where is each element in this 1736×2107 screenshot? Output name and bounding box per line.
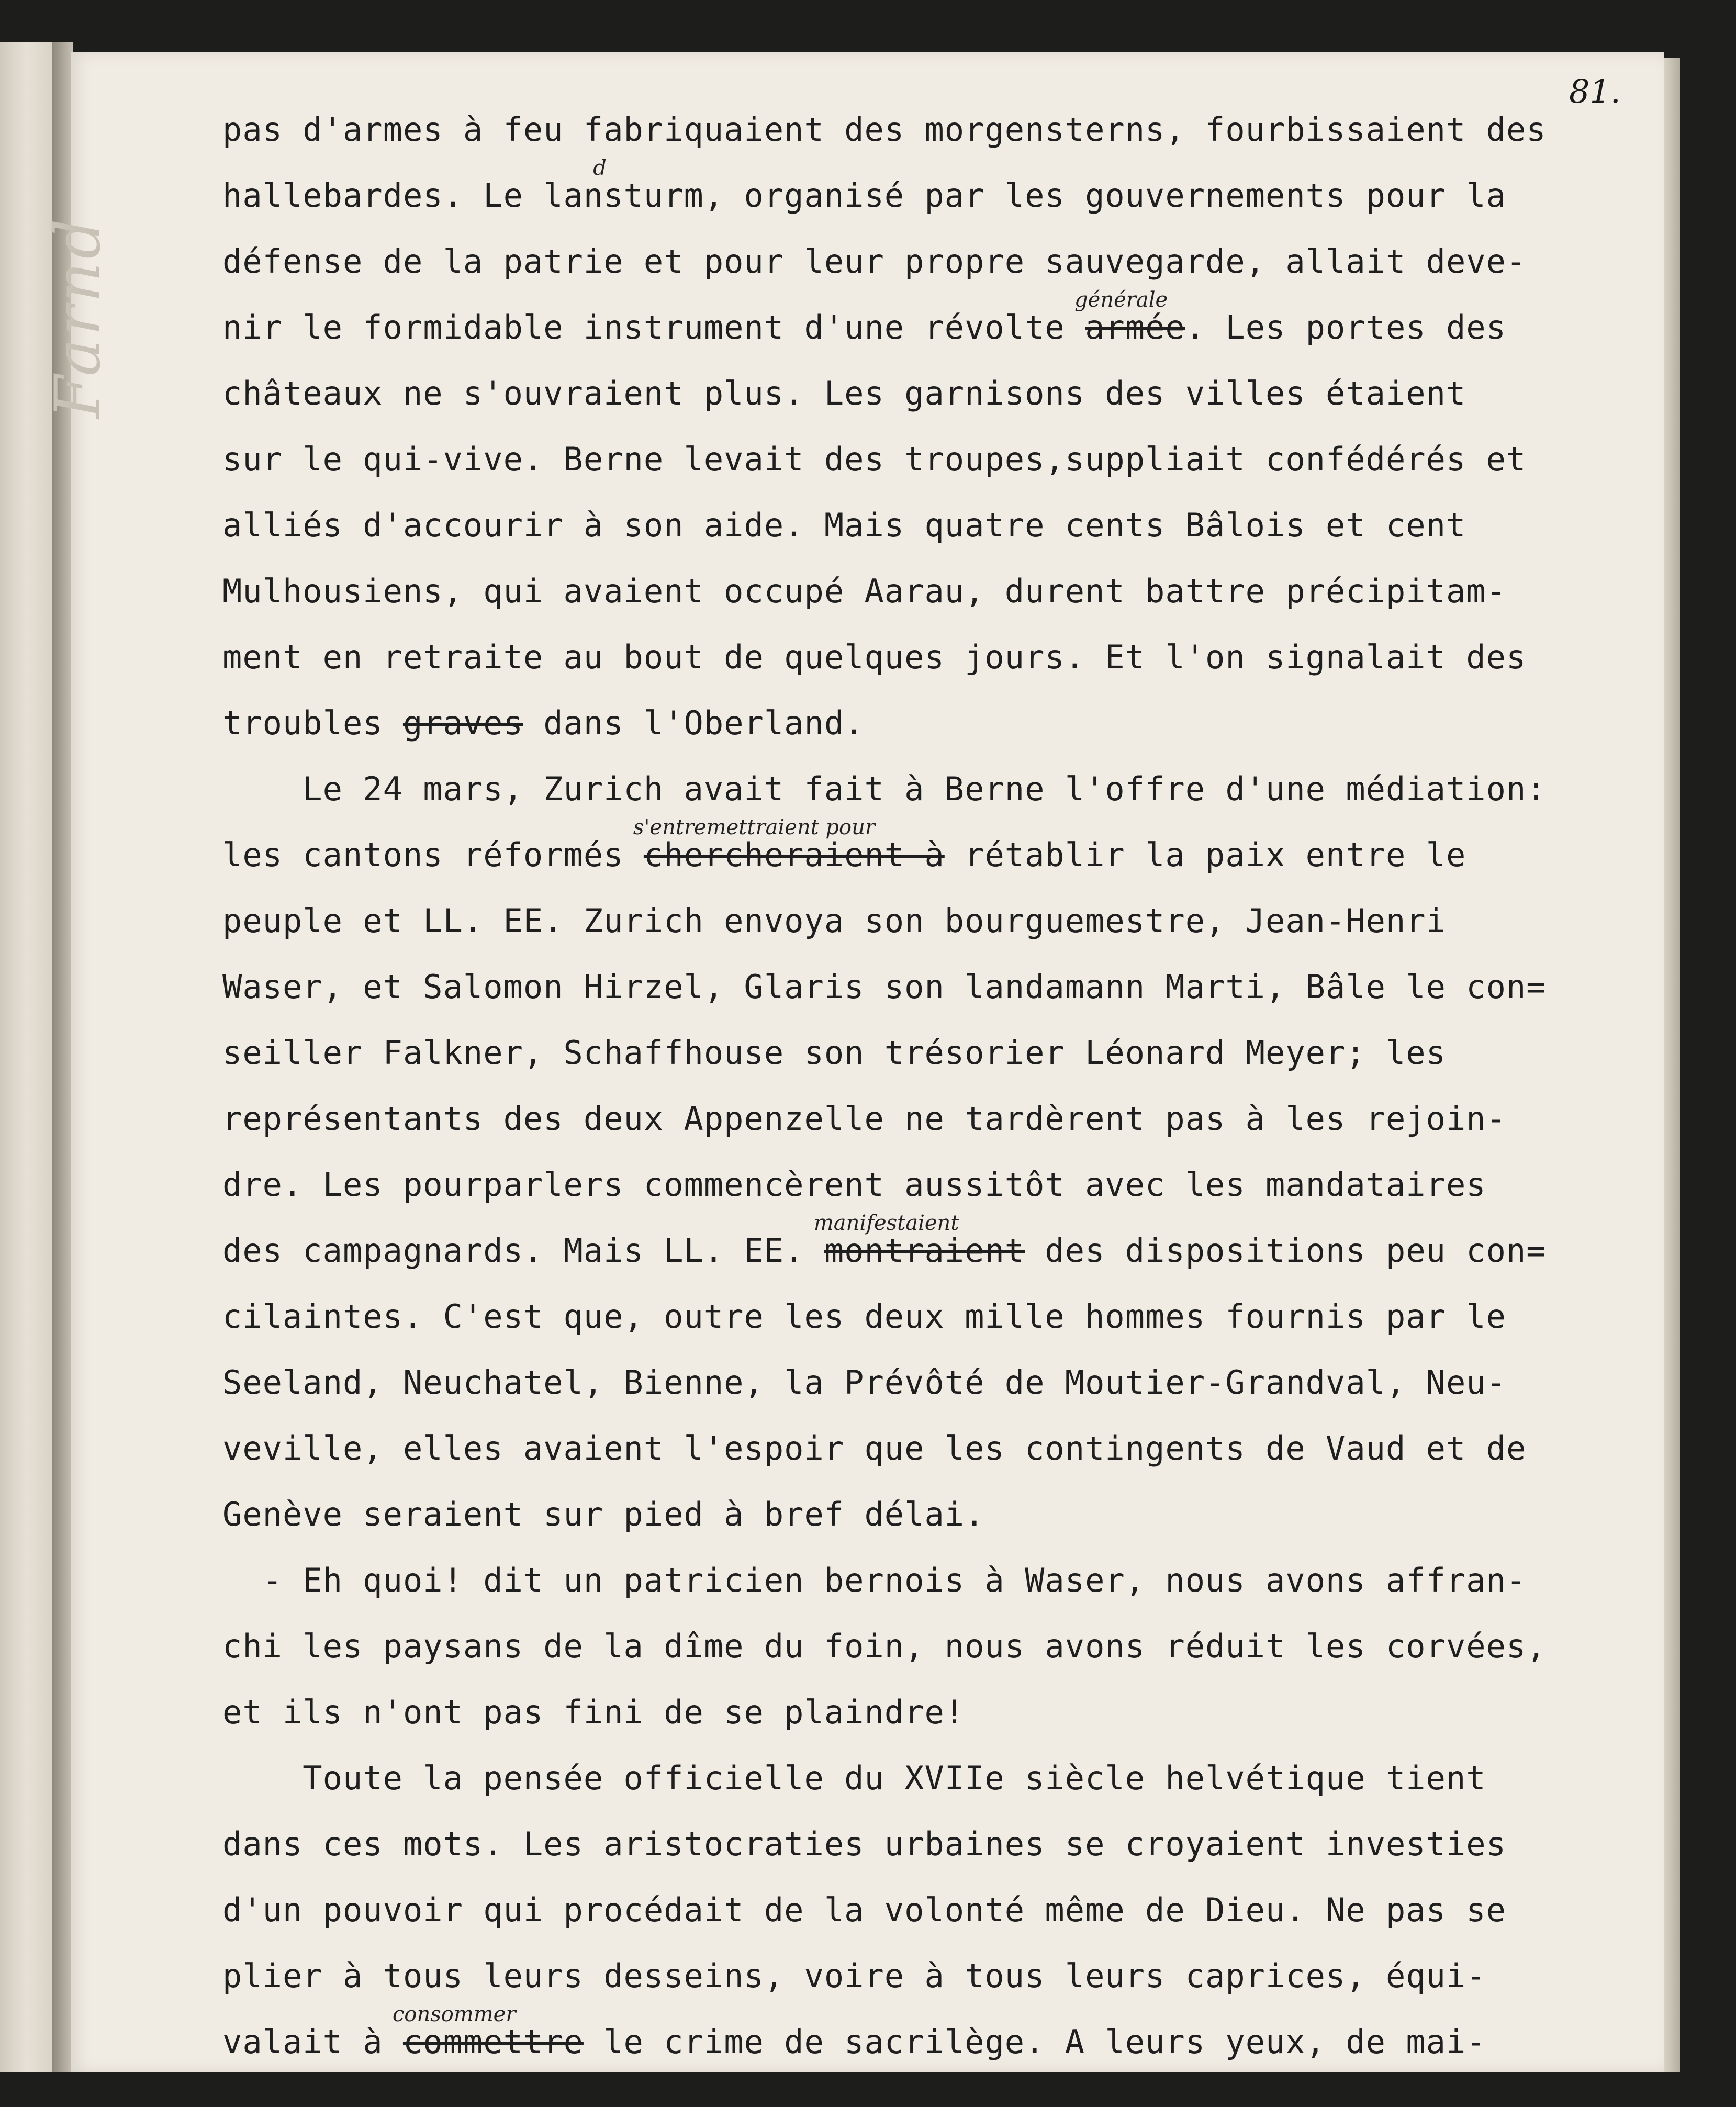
text-line: - Eh quoi! dit un patricien bernois à Waser, nous avons affran- <box>222 1561 1527 1599</box>
text-line: Toute la pensée officielle du XVIIe siècle helvétique tient <box>222 1759 1486 1797</box>
text-line: sur le qui-vive. Berne levait des troupes,suppliait confédérés et <box>222 440 1527 478</box>
text-line: Le 24 mars, Zurich avait fait à Berne l'offre d'une médiation: <box>222 770 1547 808</box>
margin-pencil-note: Farnd <box>42 215 115 419</box>
struck-text: armée <box>1085 308 1185 346</box>
text-line: dre. Les pourparlers commencèrent aussitôt avec les mandataires <box>222 1165 1486 1204</box>
body-text <box>222 97 1562 2075</box>
text-line: les cantons réformés s'entremettraient pour chercheraient à rétablir la paix entre le <box>222 815 1466 874</box>
text-line: défense de la patrie et pour leur propre sauvegarde, allait deve- <box>222 242 1527 281</box>
text-line: Waser, et Salomon Hirzel, Glaris son landamann Marti, Bâle le con= <box>222 968 1547 1006</box>
text-line: nir le formidable instrument d'une révolte générale armée. Les portes des <box>222 288 1506 346</box>
text-line: valait à consommer commettre le crime de sacrilège. A leurs yeux, de mai- <box>222 2002 1486 2061</box>
text-line: dans ces mots. Les aristocraties urbaines se croyaient investies <box>222 1825 1506 1863</box>
struck-text: commettre <box>402 2023 584 2061</box>
text-line: troubles graves dans l'Oberland. <box>222 704 865 742</box>
page-number: 81. <box>1569 72 1621 110</box>
page-fore-edge <box>1664 58 1680 2072</box>
text-line: Genève seraient sur pied à bref délai. <box>222 1495 985 1533</box>
text-line: châteaux ne s'ouvraient plus. Les garnisons des villes étaient <box>222 374 1466 412</box>
handwritten-insertion: consommer <box>392 2002 516 2026</box>
handwritten-insertion: d <box>593 156 607 180</box>
text-line: ment en retraite au bout de quelques jours. Et l'on signalait des <box>222 638 1527 676</box>
struck-text: montraient <box>824 1231 1025 1270</box>
text-line: Seeland, Neuchatel, Bienne, la Prévôté de Moutier-Grandval, Neu- <box>222 1363 1506 1402</box>
handwritten-insertion: manifestaient <box>813 1211 959 1235</box>
text-line: hallebardes. Le lan d sturm, organisé par les gouvernements pour la <box>222 156 1506 215</box>
text-line: peuple et LL. EE. Zurich envoya son bourguemestre, Jean-Henri <box>222 902 1446 940</box>
handwritten-insertion: s'entremettraient pour <box>633 815 876 839</box>
text-line: chi les paysans de la dîme du foin, nous avons réduit les corvées, <box>222 1627 1547 1665</box>
text-line: représentants des deux Appenzelle ne tardèrent pas à les rejoin- <box>222 1100 1506 1138</box>
text-line: Mulhousiens, qui avaient occupé Aarau, durent battre précipitam- <box>222 572 1506 610</box>
text-line: cilaintes. C'est que, outre les deux mille hommes fournis par le <box>222 1297 1506 1336</box>
text-line: plier à tous leurs desseins, voire à tous leurs caprices, équi- <box>222 1957 1486 1995</box>
text-line: pas d'armes à feu fabriquaient des morgensterns, fourbissaient des <box>222 110 1547 149</box>
text-line: seiller Falkner, Schaffhouse son trésorier Léonard Meyer; les <box>222 1034 1446 1072</box>
text-line: et ils n'ont pas fini de se plaindre! <box>222 1693 965 1731</box>
text-line: alliés d'accourir à son aide. Mais quatre cents Bâlois et cent <box>222 506 1466 544</box>
text-line: d'un pouvoir qui procédait de la volonté même de Dieu. Ne pas se <box>222 1891 1506 1929</box>
text-line: des campagnards. Mais LL. EE. manifestaient montraient des dispositions peu con= <box>222 1211 1547 1270</box>
handwritten-insertion: générale <box>1074 288 1168 312</box>
text-line: veville, elles avaient l'espoir que les contingents de Vaud et de <box>222 1429 1527 1467</box>
struck-text: chercheraient à <box>643 836 945 874</box>
struck-text: graves <box>402 704 523 742</box>
